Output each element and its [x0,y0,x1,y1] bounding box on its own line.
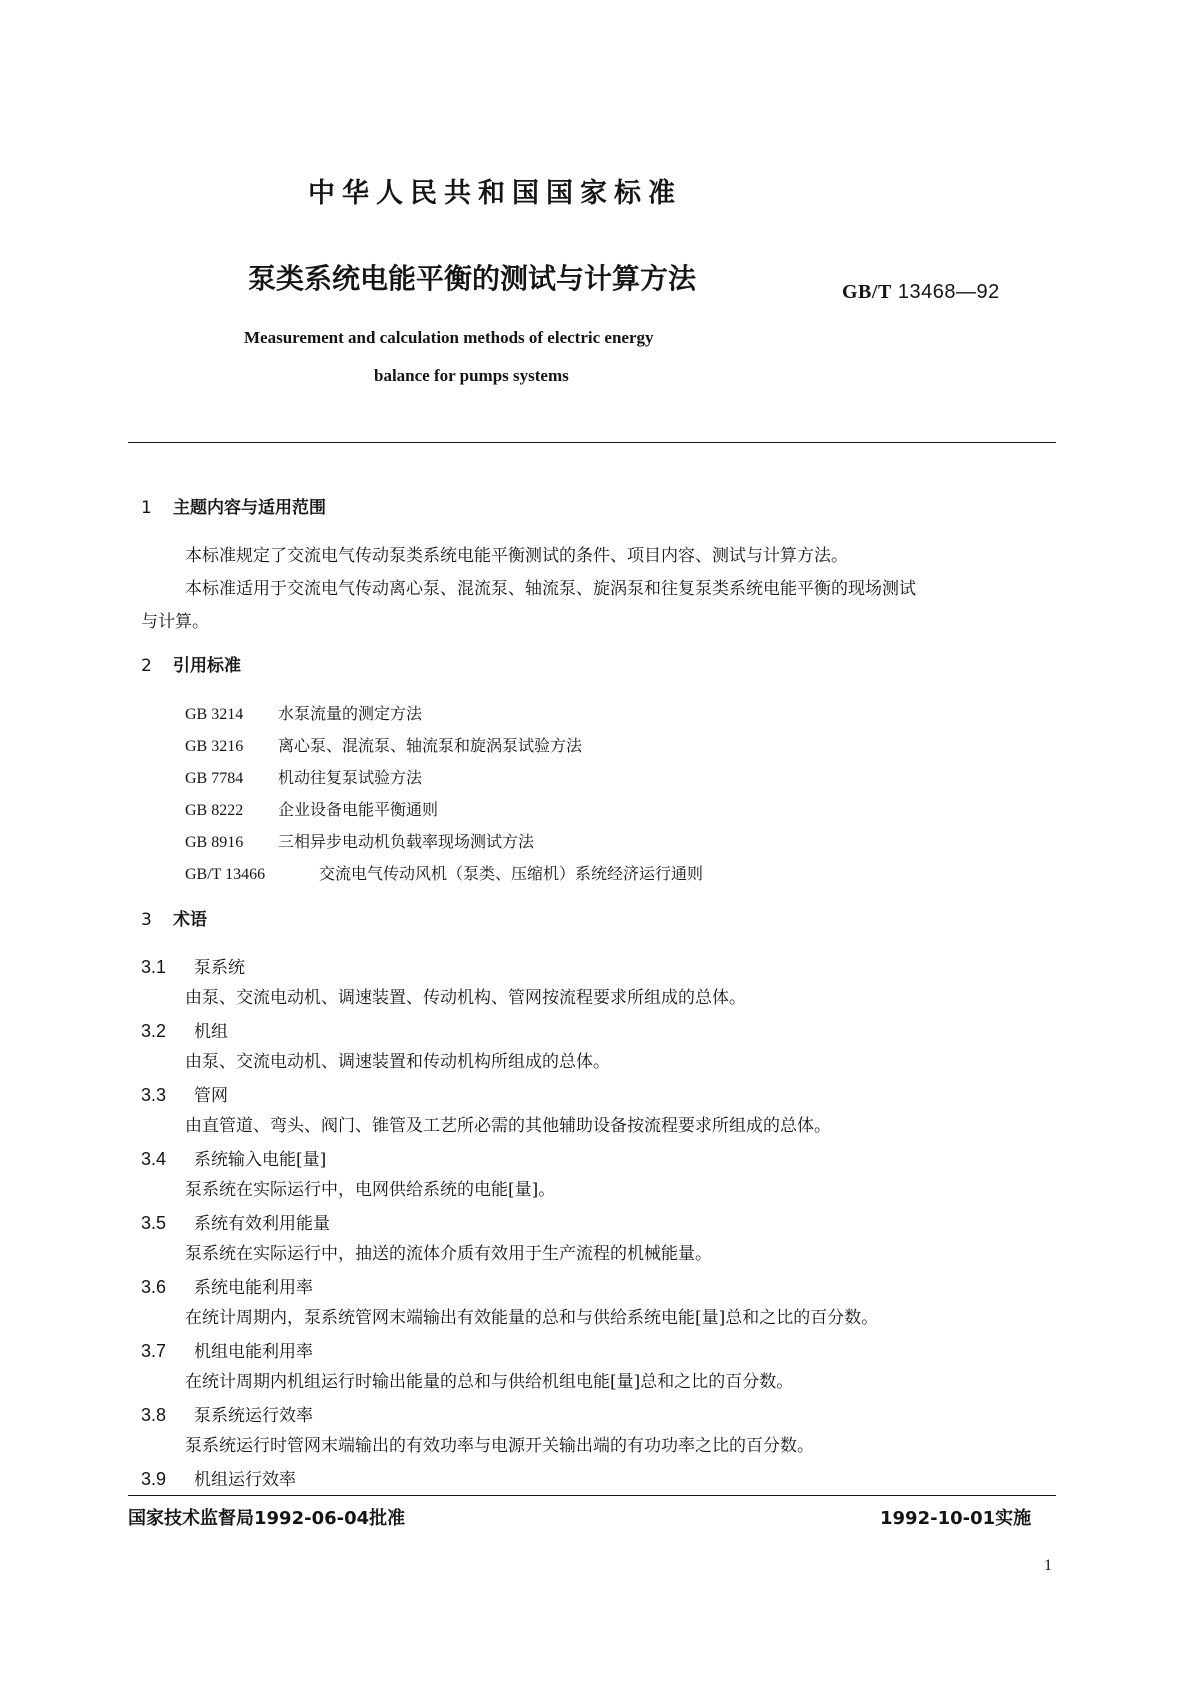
reference-item [185,802,438,819]
term-heading [141,1150,326,1169]
term-heading [141,1406,313,1425]
term-number: 3.7 [141,1341,167,1361]
standard-code [842,282,1000,302]
effective-date-line: 1992-10-01实施 [880,1508,1032,1529]
document-title: 泵类系统电能平衡的测试与计算方法 [248,262,697,295]
english-title-line-1: Measurement and calculation methods of electric energy [244,328,654,347]
section-2-heading [141,658,241,675]
reference-item [185,834,534,851]
term-heading [141,1022,228,1041]
section-1-paragraph-2-line-1: 本标准适用于交流电气传动离心泵、混流泵、轴流泵、旋涡泵和往复泵类系统电能平衡的现场测试 [185,579,916,599]
term-definition: 泵系统在实际运行中，抽送的流体介质有效用于生产流程的机械能量。 [185,1244,712,1264]
term-heading [141,1278,313,1297]
reference-code: GB 8222 [185,802,244,819]
term-heading [141,1086,228,1105]
english-title-line-2: balance for pumps systems [374,366,569,385]
term-number: 3.2 [141,1021,167,1041]
term-definition: 泵系统运行时管网末端输出的有效功率与电源开关输出端的有功功率之比的百分数。 [185,1436,814,1456]
header-divider [128,442,1056,443]
reference-item [185,706,422,723]
term-name: 机组 [194,1022,228,1042]
reference-code: GB 3216 [185,738,244,755]
term-number: 3.4 [141,1149,167,1169]
term-heading [141,1214,330,1233]
reference-code: GB/T 13466 [185,866,266,883]
reference-item [185,866,703,883]
term-definition: 由直管道、弯头、阀门、锥管及工艺所必需的其他辅助设备按流程要求所组成的总体。 [185,1116,831,1136]
reference-code: GB 8916 [185,834,244,851]
term-number: 3.8 [141,1405,167,1425]
standard-code-number: 13468—92 [897,281,1000,303]
term-heading [141,1470,296,1489]
section-1-paragraph-1: 本标准规定了交流电气传动泵类系统电能平衡测试的条件、项目内容、测试与计算方法。 [185,546,848,566]
term-definition: 由泵、交流电动机、调速装置、传动机构、管网按流程要求所组成的总体。 [185,988,746,1008]
term-number: 3.9 [141,1469,167,1489]
standard-code-prefix: GB/T [842,281,892,303]
footer-divider [128,1495,1056,1496]
term-number: 3.3 [141,1085,167,1105]
term-name: 泵系统 [194,958,245,978]
section-title: 引用标准 [173,656,241,676]
reference-code: GB 7784 [185,770,244,787]
page-number: 1 [1044,1557,1052,1574]
term-number: 3.6 [141,1277,167,1297]
section-number: 3 [141,910,152,930]
term-name: 管网 [194,1086,228,1106]
term-number: 3.5 [141,1213,167,1233]
term-definition: 在统计周期内机组运行时输出能量的总和与供给机组电能[量]总和之比的百分数。 [185,1372,794,1392]
section-3-heading [141,912,207,929]
term-heading [141,958,245,977]
section-title: 主题内容与适用范围 [173,498,326,518]
section-number: 2 [141,656,152,676]
reference-item [185,738,582,755]
reference-title: 三相异步电动机负载率现场测试方法 [278,832,535,851]
term-definition: 由泵、交流电动机、调速装置和传动机构所组成的总体。 [185,1052,610,1072]
approval-line: 国家技术监督局1992-06-04批准 [128,1508,406,1529]
reference-code: GB 3214 [185,706,244,723]
term-name: 系统输入电能[量] [194,1150,327,1170]
section-number: 1 [141,498,152,518]
term-name: 系统有效利用能量 [194,1214,330,1234]
term-name: 泵系统运行效率 [194,1406,313,1426]
term-definition: 在统计周期内，泵系统管网末端输出有效能量的总和与供给系统电能[量]总和之比的百分数。 [185,1308,879,1328]
reference-title: 交流电气传动风机（泵类、压缩机）系统经济运行通则 [319,864,704,883]
term-name: 机组运行效率 [194,1470,296,1490]
reference-title: 机动往复泵试验方法 [278,768,423,787]
term-name: 机组电能利用率 [194,1342,313,1362]
section-1-heading [141,500,326,517]
term-number: 3.1 [141,957,167,977]
reference-title: 企业设备电能平衡通则 [278,800,439,819]
section-title: 术语 [173,910,207,930]
reference-item [185,770,422,787]
section-1-paragraph-2-line-2: 与计算。 [141,612,209,632]
national-standard-title: 中华人民共和国国家标准 [308,178,682,209]
reference-title: 离心泵、混流泵、轴流泵和旋涡泵试验方法 [278,736,583,755]
reference-title: 水泵流量的测定方法 [278,704,423,723]
term-name: 系统电能利用率 [194,1278,313,1298]
term-heading [141,1342,313,1361]
term-definition: 泵系统在实际运行中，电网供给系统的电能[量]。 [185,1180,556,1200]
